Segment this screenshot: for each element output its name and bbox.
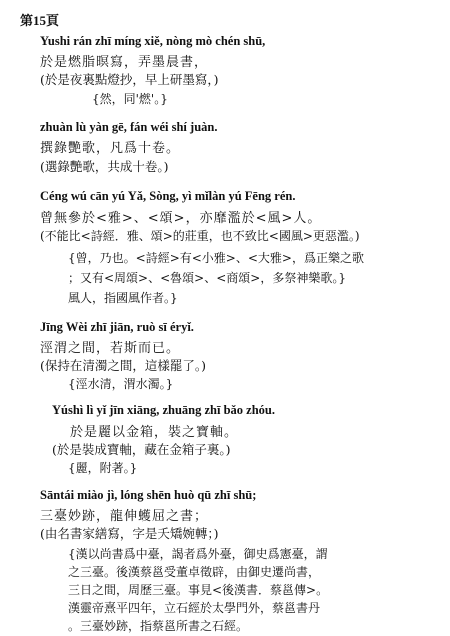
translation-line: (於是裝成寶軸，藏在金箱子裏。)	[52, 442, 231, 457]
translation-line: (由名書家繕寫，字是夭矯婉轉；)	[40, 526, 219, 541]
pinyin-line: Jīng Wèi zhī jiān, ruò sī éryǐ.	[40, 320, 194, 334]
annotation-line: ；又有<周頌>、<魯頌>、<商頌>，多祭神樂歌。}	[68, 271, 346, 285]
pinyin-line: zhuàn lù yàn gē, fán wéi shí juàn.	[40, 120, 218, 134]
translation-line: (保持在清濁之間，這樣罷了。)	[40, 358, 207, 373]
pinyin-line: Sāntái miào jì, lóng shēn huò qū zhī shū;	[40, 488, 257, 502]
annotation-line: 漢靈帝熹平四年，立石經於太學門外，蔡邕書丹	[68, 601, 321, 615]
page-label: 第15頁	[20, 13, 60, 28]
hanzi-line: 撰錄艷歌，凡爲十卷。	[40, 141, 181, 156]
annotation-line: 。三臺妙跡，指蔡邕所書之石經。	[68, 619, 249, 633]
pinyin-line: Yúshì lì yǐ jīn xiāng, zhuāng zhī bǎo zhóu.	[52, 403, 275, 417]
hanzi-line: 於是麗以金箱，裝之寶軸。	[70, 425, 239, 440]
translation-line: (選錄艷歌，共成十卷。)	[40, 159, 169, 174]
hanzi-line: 涇渭之間，若斯而已。	[40, 341, 181, 356]
annotation-line: {涇水清，渭水濁。}	[68, 377, 174, 391]
hanzi-line: 曾無參於<雅>、<頌>，亦靡濫於<風>人。	[40, 211, 322, 226]
hanzi-line: 三臺妙跡，龍伸蠖屈之書；	[40, 509, 209, 524]
annotation-line: 三日之間，周歷三臺。事見<後漢書．蔡邕傳>。	[68, 583, 329, 597]
pinyin-line: Yushi rán zhī míng xiě, nòng mò chén shū,	[40, 34, 266, 48]
hanzi-line: 於是燃脂暝寫，弄墨晨書，	[40, 55, 209, 70]
annotation-line: 之三臺。後漢蔡邕受董卓徵辟，由御史遷尚書，	[68, 565, 321, 579]
annotation-line: {漢以尚書爲中臺，謁者爲外臺，御史爲憲臺，謂	[68, 547, 328, 561]
pinyin-line: Céng wú cān yú Yǎ, Sòng, yì mǐlàn yú Fēng rén.	[40, 189, 296, 203]
translation-line: (於是夜裏點燈抄，早上研墨寫，)	[40, 72, 219, 87]
annotation-line: {麗，附著。}	[68, 461, 138, 475]
annotation-line: 風人，指國風作者。}	[68, 291, 178, 305]
translation-line: (不能比<詩經．雅、頌>的莊重，也不致比<國風>更惡濫。)	[40, 229, 360, 243]
annotation-line: {曾，乃也。<詩經>有<小雅>、<大雅>，爲正樂之歌	[68, 251, 364, 265]
annotation-line: {然，同'燃'。}	[92, 92, 168, 106]
